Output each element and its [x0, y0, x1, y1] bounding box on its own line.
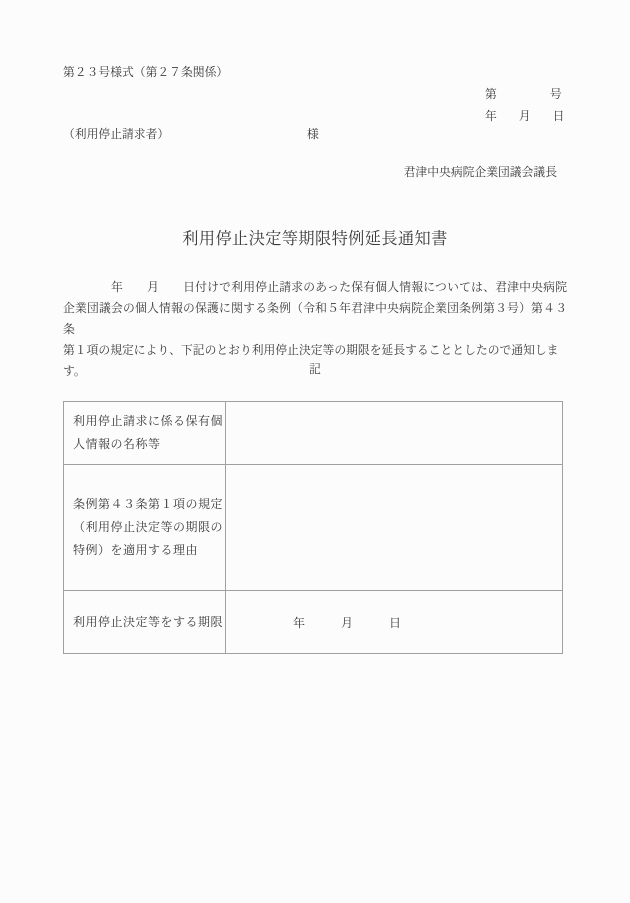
deadline-year-label: 年 — [293, 615, 306, 630]
row-value — [226, 402, 562, 464]
deadline-day-label: 日 — [389, 615, 402, 630]
doc-number-suffix: 号 — [549, 87, 562, 101]
deadline-month-label: 月 — [341, 615, 354, 630]
table-row-personal-info-name — [64, 402, 562, 465]
date-year-label: 年 — [485, 109, 497, 123]
sender-title: 君津中央病院企業団議会議長 — [403, 165, 557, 179]
addressee: （利用停止請求者） — [63, 127, 170, 141]
details-table — [63, 401, 563, 654]
document-title: 利用停止決定等期限特例延長通知書 — [182, 230, 448, 248]
document-number-line — [485, 87, 562, 102]
row-value — [226, 465, 562, 590]
date-month-label: 月 — [518, 109, 531, 123]
row-label: 利用停止決定等をする期限 — [64, 591, 226, 653]
body-line-1: 年 月 日付けで利用停止請求のあった保有個人情報については、君津中央病院 — [63, 280, 567, 294]
date-day-label: 日 — [552, 109, 565, 123]
row-label: 利用停止請求に係る保有個人情報の名称等 — [64, 402, 226, 464]
table-row-deadline — [64, 591, 562, 653]
row-value — [226, 591, 562, 653]
record-mark: 記 — [309, 362, 321, 376]
body-line-2: 企業団議会の個人情報の保護に関する条例（令和５年君津中央病院企業団条例第３号）第４３条 — [63, 301, 567, 336]
addressee-honorific: 様 — [307, 127, 319, 141]
row-label: 条例第４３条第１項の規定（利用停止決定等の期限の特例）を適用する理由 — [64, 465, 226, 590]
form-number: 第２３号様式（第２７条関係） — [63, 65, 229, 79]
body-line-3: 第１項の規定により、下記のとおり利用停止決定等の期限を延長することとしたので通知します。 — [63, 343, 559, 378]
table-row-reason — [64, 465, 562, 591]
doc-number-prefix: 第 — [485, 87, 497, 101]
date-line — [485, 109, 564, 124]
